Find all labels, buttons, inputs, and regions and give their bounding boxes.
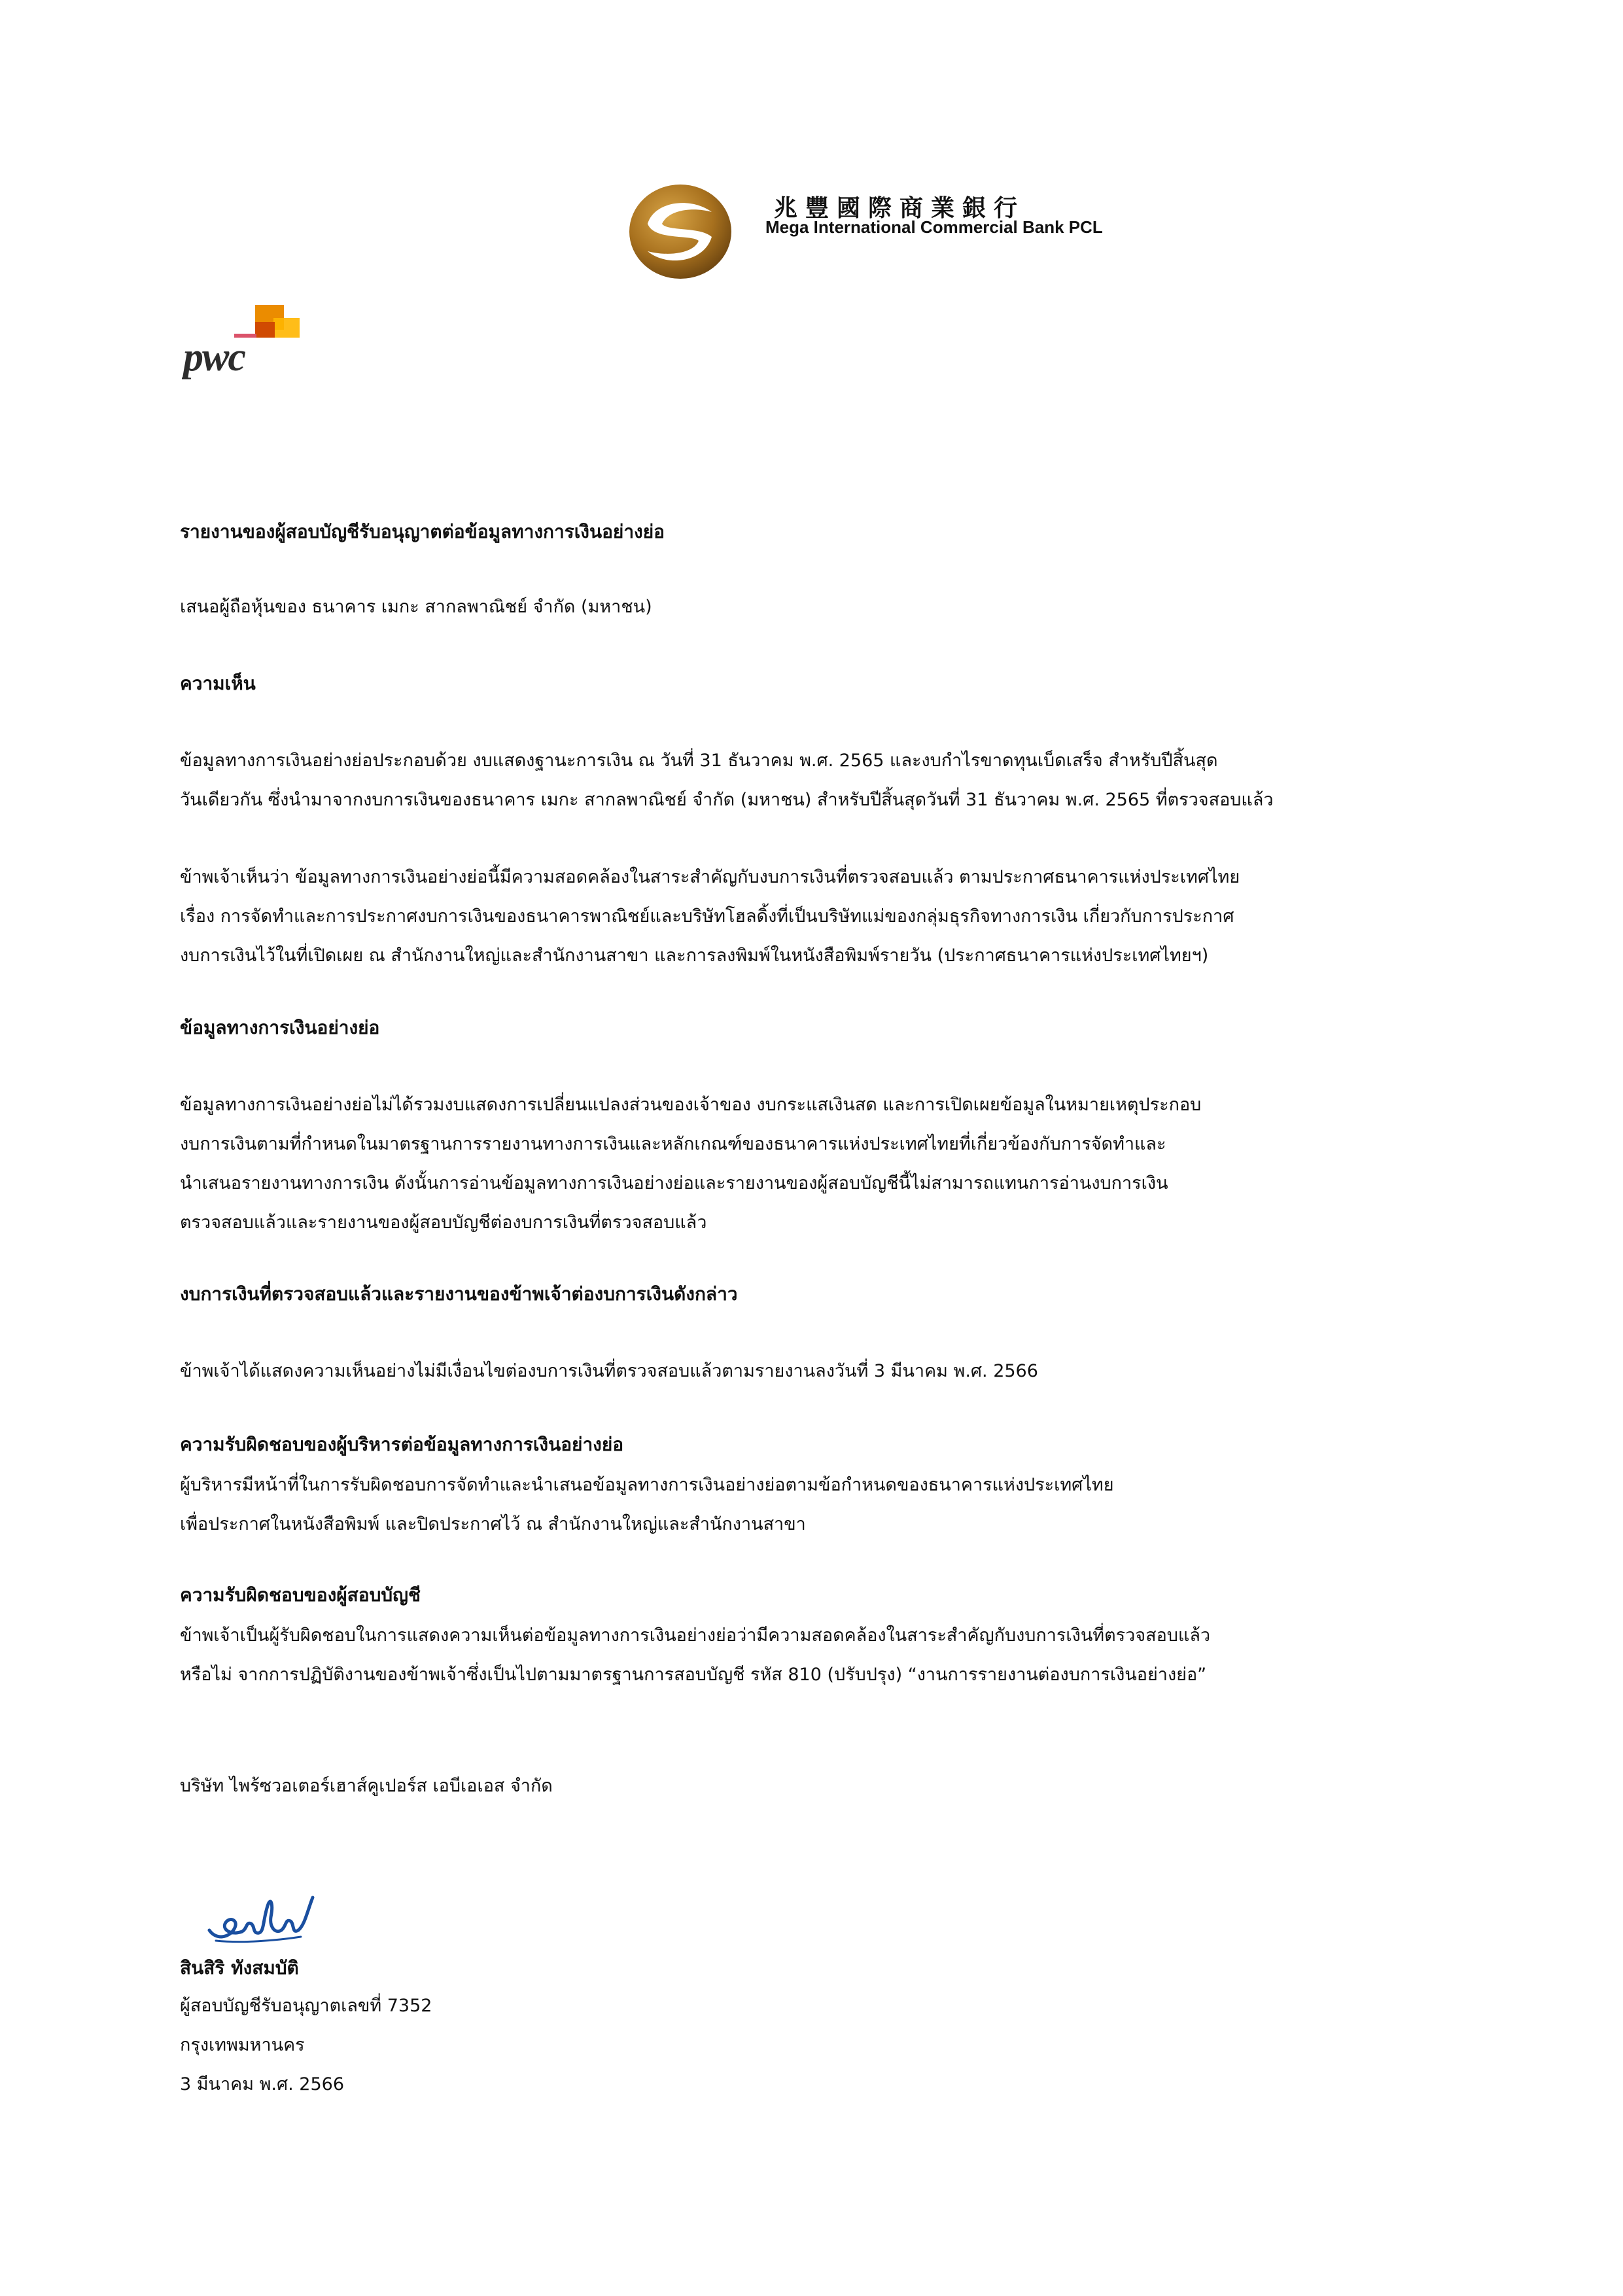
bank-name-english: Mega International Commercial Bank PCL (765, 217, 1103, 237)
signatory-details (180, 1987, 1456, 2104)
text-line: ข้าพเจ้าเป็นผู้รับผิดชอบในการแสดงความเห็นต่อข้อมูลทางการเงินอย่างย่อว่ามีความสอดคล้องในสาระสำคัญกับงบการเงินที่ตรวจสอบแล้ว (180, 1625, 1211, 1646)
audited-heading: งบการเงินที่ตรวจสอบแล้วและรายงานของข้าพเจ้าต่องบการเงินดังกล่าว (180, 1283, 738, 1305)
text-line: นำเสนอรายงานทางการเงิน ดังนั้นการอ่านข้อมูลทางการเงินอย่างย่อและรายงานของผู้สอบบัญชีนี้ไม่สามารถแทนการอ่านงบการเงิน (180, 1173, 1168, 1193)
management-paragraph (180, 1466, 1456, 1544)
signature-icon (203, 1878, 321, 1950)
summary-info-heading: ข้อมูลทางการเงินอย่างย่อ (180, 1017, 380, 1038)
city: กรุงเทพมหานคร (180, 2035, 305, 2055)
text-line: เรื่อง การจัดทำและการประกาศงบการเงินของธนาคารพาณิชย์และบริษัทโฮลดิ้งที่เป็นบริษัทแม่ของกลุ่มธุรกิจทางการเงิน เกี่ยวกับการประกาศ (180, 906, 1234, 927)
text-line: เพื่อประกาศในหนังสือพิมพ์ และปิดประกาศไว้ ณ สำนักงานใหญ่และสำนักงานสาขา (180, 1514, 806, 1534)
opinion-paragraph-2 (180, 858, 1456, 976)
management-heading: ความรับผิดชอบของผู้บริหารต่อข้อมูลทางการเงินอย่างย่อ (180, 1434, 624, 1455)
text-line: ข้อมูลทางการเงินอย่างย่อประกอบด้วย งบแสดงฐานะการเงิน ณ วันที่ 31 ธันวาคม พ.ศ. 2565 และงบกำไรขาดทุนเบ็ดเสร็จ สำหรับปีสิ้นสุด (180, 751, 1218, 771)
summary-info-paragraph (180, 1086, 1456, 1243)
text-line: งบการเงินตามที่กำหนดในมาตรฐานการรายงานทางการเงินและหลักเกณฑ์ของธนาคารแห่งประเทศไทยที่เกี่ยวข้องกับการจัดทำและ (180, 1134, 1166, 1154)
license-number: ผู้สอบบัญชีรับอนุญาตเลขที่ 7352 (180, 1996, 432, 2016)
text-line: หรือไม่ จากการปฏิบัติงานของข้าพเจ้าซึ่งเป็นไปตามมาตรฐานการสอบบัญชี รหัส 810 (ปรับปรุง) “งานการรายงานต่องบการเงินอย่างย่อ” (180, 1665, 1207, 1685)
audited-paragraph: ข้าพเจ้าได้แสดงความเห็นอย่างไม่มีเงื่อนไขต่องบการเงินที่ตรวจสอบแล้วตามรายงานลงวันที่ 3 มีนาคม พ.ศ. 2566 (180, 1361, 1038, 1381)
opinion-heading: ความเห็น (180, 673, 256, 694)
text-line: ผู้บริหารมีหน้าที่ในการรับผิดชอบการจัดทำและนำเสนอข้อมูลทางการเงินอย่างย่อตามข้อกำหนดของธนาคารแห่งประเทศไทย (180, 1475, 1114, 1495)
text-line: วันเดียวกัน ซึ่งนำมาจากงบการเงินของธนาคาร เมกะ สากลพาณิชย์ จำกัด (มหาชน) สำหรับปีสิ้นสุดวันที่ 31 ธันวาคม พ.ศ. 2565 ที่ตรวจสอบแล้ว (180, 790, 1274, 810)
report-title: รายงานของผู้สอบบัญชีรับอนุญาตต่อข้อมูลทางการเงินอย่างย่อ (180, 521, 665, 542)
pwc-logo-icon (182, 305, 313, 386)
text-line: ตรวจสอบแล้วและรายงานของผู้สอบบัญชีต่องบการเงินที่ตรวจสอบแล้ว (180, 1212, 707, 1233)
bank-name-chinese: 兆豐國際商業銀行 (774, 195, 1026, 222)
auditor-responsibility-heading: ความรับผิดชอบของผู้สอบบัญชี (180, 1584, 421, 1606)
bank-logo-icon (628, 183, 733, 280)
addressee: เสนอผู้ถือหุ้นของ ธนาคาร เมกะ สากลพาณิชย์ จำกัด (มหาชน) (180, 597, 652, 617)
firm-name: บริษัท ไพร้ซวอเตอร์เฮาส์คูเปอร์ส เอบีเอเอส จำกัด (180, 1776, 553, 1796)
auditor-responsibility-paragraph (180, 1616, 1456, 1695)
opinion-paragraph-1 (180, 741, 1456, 820)
text-line: ข้าพเจ้าเห็นว่า ข้อมูลทางการเงินอย่างย่อนี้มีความสอดคล้องในสาระสำคัญกับงบการเงินที่ตรวจสอบแล้ว ตามประกาศธนาคารแห่งประเทศไทย (180, 867, 1240, 887)
report-date: 3 มีนาคม พ.ศ. 2566 (180, 2074, 345, 2094)
signatory-name: สินสิริ ทังสมบัติ (180, 1957, 299, 1979)
text-line: ข้อมูลทางการเงินอย่างย่อไม่ได้รวมงบแสดงการเปลี่ยนแปลงส่วนของเจ้าของ งบกระแสเงินสด และการเปิดเผยข้อมูลในหมายเหตุประกอบ (180, 1095, 1202, 1115)
text-line: งบการเงินไว้ในที่เปิดเผย ณ สำนักงานใหญ่และสำนักงานสาขา และการลงพิมพ์ในหนังสือพิมพ์รายวัน (ประกาศธนาคารแห่งประเทศไทยฯ) (180, 945, 1209, 966)
svg-text:pwc: pwc (183, 335, 245, 380)
